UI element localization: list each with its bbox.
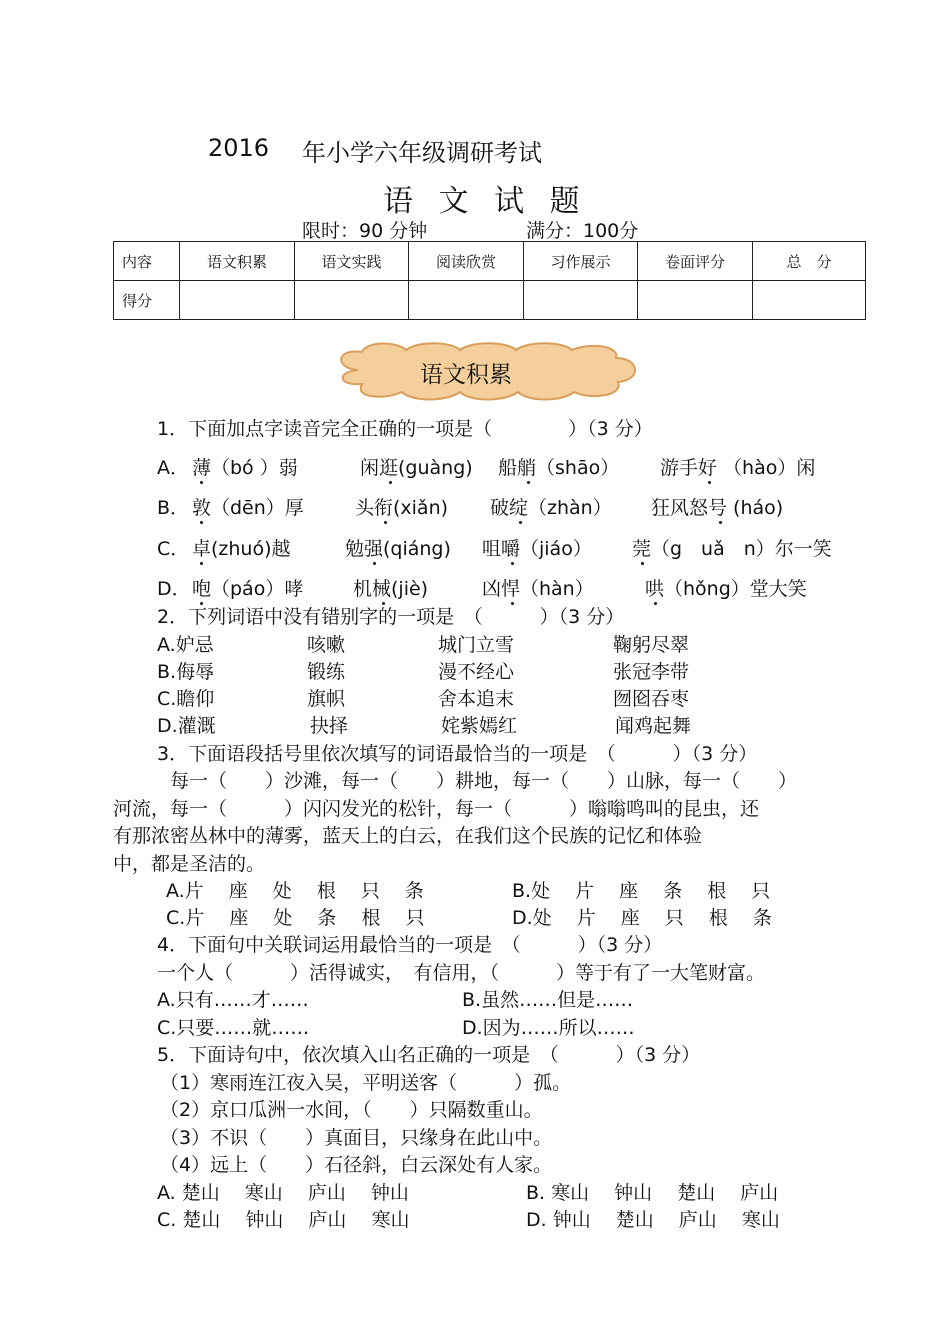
q1-option-d-2: 机械(jiè) (353, 578, 429, 600)
q1-option-d-1: 咆（páo）哮 (192, 578, 304, 600)
q1-option-d-3: 凶悍（hàn） (482, 578, 594, 600)
emphasis-dot (719, 521, 722, 524)
q3-option-d: D.处 片 座 只 根 条 (512, 907, 772, 929)
q1-stem: 1．下面加点字读音完全正确的一项是（ ）（3 分） (157, 418, 653, 440)
q2-option-a: A.妒忌 (157, 634, 214, 656)
q2-option-c: C.瞻仰 (157, 688, 215, 710)
q2-option-c: 旗帜 (307, 688, 346, 710)
emphasis-dot (708, 481, 711, 484)
q1-option-a-2: 闲逛(guàng) (360, 457, 473, 479)
score-row-label: 得分 (114, 281, 180, 320)
q1-option-b-1: 敦（dēn）厚 (192, 497, 304, 519)
score-header-cell: 阅读欣赏 (409, 242, 524, 281)
q5-poem-line: （4）远上（ ）石径斜，白云深处有人家。 (160, 1154, 553, 1176)
q4-option-b: B.虽然……但是…… (462, 989, 634, 1011)
q2-option-d: D.灌溉 (157, 715, 216, 737)
q2-option-c: 囫囵吞枣 (613, 688, 690, 710)
q2-option-d: 闻鸡起舞 (615, 715, 692, 737)
q1-option-d-4: 哄（hǒng）堂大笑 (645, 578, 807, 600)
time-limit: 限时：90 分钟 (302, 220, 428, 242)
score-cell[interactable] (295, 281, 409, 320)
q3-option-c: C.片 座 处 条 根 只 (166, 907, 425, 929)
q4-option-d: D.因为……所以…… (462, 1017, 635, 1039)
q2-option-b: 张冠李带 (613, 661, 690, 683)
q3-passage-line: 中，都是圣洁的。 (113, 853, 266, 875)
q1-option-c-1: 卓(zhuó)越 (192, 538, 291, 560)
q1-option-b-3: 破绽（zhàn） (490, 497, 612, 519)
q1-option-c-3: 咀嚼（jiáo） (482, 538, 592, 560)
emphasis-dot (382, 602, 385, 605)
exam-year: 2016 (208, 134, 270, 162)
score-cell[interactable] (753, 281, 866, 320)
score-header-cell: 卷面评分 (638, 242, 753, 281)
q2-option-a: 城门立雪 (438, 634, 515, 656)
q1-option-b-4: 狂风怒号 (háo) (651, 497, 784, 519)
score-header-cell: 语文积累 (180, 242, 295, 281)
q5-poem-line: （1）寒雨连江夜入吴，平明送客（ ）孤。 (160, 1072, 572, 1094)
emphasis-dot (389, 481, 392, 484)
q2-option-b: 锻练 (307, 661, 346, 683)
q3-option-a: A.片 座 处 根 只 条 (166, 880, 424, 902)
q1-option-d-label: D． (157, 578, 191, 600)
q2-option-a: 咳嗽 (307, 634, 346, 656)
emphasis-dot (200, 481, 203, 484)
q5-poem-line: （3）不识（ ）真面目，只缘身在此山中。 (160, 1127, 553, 1149)
emphasis-dot (641, 562, 644, 565)
q2-option-a: 鞠躬尽翠 (613, 634, 690, 656)
q1-option-a-3: 船艄（shāo） (498, 457, 620, 479)
q2-stem: 2．下列词语中没有错别字的一项是 （ ）（3 分） (157, 606, 625, 628)
emphasis-dot (654, 602, 657, 605)
emphasis-dot (200, 602, 203, 605)
q3-stem: 3．下面语段括号里依次填写的词语最恰当的一项是 （ ）（3 分） (157, 743, 758, 765)
emphasis-dot (200, 521, 203, 524)
q2-option-d: 姹紫嫣红 (441, 715, 518, 737)
q1-option-b-2: 头衔(xiǎn) (355, 497, 449, 519)
emphasis-dot (384, 521, 387, 524)
q5-option-a: A. 楚山 寒山 庐山 钟山 (157, 1182, 409, 1204)
subject-title: 语 文 试 题 (383, 184, 588, 219)
q5-stem: 5．下面诗句中，依次填入山名正确的一项是 （ ）（3 分） (157, 1044, 701, 1066)
q1-option-c-label: C． (157, 538, 190, 560)
q2-option-b: B.侮辱 (157, 661, 215, 683)
q3-passage-line: 河流，每一（ ）闪闪发光的松针，每一（ ）嗡嗡鸣叫的昆虫，还 (113, 798, 760, 820)
score-cell[interactable] (409, 281, 524, 320)
q5-option-d: D. 钟山 楚山 庐山 寒山 (526, 1209, 780, 1231)
emphasis-dot (200, 562, 203, 565)
score-cell[interactable] (524, 281, 638, 320)
q4-sentence: 一个人（ ）活得诚实， 有信用，（ ）等于有了一大笔财富。 (157, 962, 766, 984)
emphasis-dot (527, 481, 530, 484)
q2-option-d: 抉择 (310, 715, 349, 737)
q3-option-b: B.处 片 座 条 根 只 (512, 880, 771, 902)
score-header-cell: 总 分 (753, 242, 866, 281)
emphasis-dot (511, 562, 514, 565)
emphasis-dot (373, 562, 376, 565)
q5-option-c: C. 楚山 钟山 庐山 寒山 (157, 1209, 410, 1231)
q1-option-b-label: B． (157, 497, 190, 519)
emphasis-dot (511, 602, 514, 605)
score-header-cell: 语文实践 (295, 242, 409, 281)
score-table-score-row (114, 281, 866, 320)
q1-option-a-label: A． (157, 457, 189, 479)
q4-option-c: C.只要……就…… (157, 1017, 310, 1039)
q3-passage-line: 每一（ ）沙滩，每一（ ）耕地，每一（ ）山脉，每一（ ） (170, 770, 798, 792)
q1-option-a-4: 游手好 （hào）闲 (660, 457, 816, 479)
q1-a1-text: 薄（bó ）弱 (192, 457, 298, 479)
q1-option-c-4: 莞（g uǎ n）尔一笑 (632, 538, 832, 560)
emphasis-dot (519, 521, 522, 524)
q5-poem-line: （2）京口瓜洲一水间，（ ）只隔数重山。 (160, 1099, 543, 1121)
q2-option-b: 漫不经心 (438, 661, 515, 683)
exam-title: 年小学六年级调研考试 (302, 139, 542, 167)
full-score: 满分：100分 (526, 220, 639, 242)
q4-option-a: A.只有……才…… (157, 989, 309, 1011)
score-header-cell: 内容 (114, 242, 180, 281)
score-table (113, 241, 866, 320)
q1-option-a-1 (192, 457, 298, 479)
score-header-cell: 习作展示 (524, 242, 638, 281)
q4-stem: 4．下面句中关联词运用最恰当的一项是 （ ）（3 分） (157, 934, 663, 956)
q1-option-c-2: 勉强(qiáng) (345, 538, 451, 560)
score-table-header-row (114, 242, 866, 281)
q5-option-b: B. 寒山 钟山 楚山 庐山 (526, 1182, 779, 1204)
score-cell[interactable] (180, 281, 295, 320)
section-title: 语文积累 (420, 362, 512, 388)
score-cell[interactable] (638, 281, 753, 320)
q3-passage-line: 有那浓密丛林中的薄雾，蓝天上的白云，在我们这个民族的记忆和体验 (113, 825, 703, 847)
q2-option-c: 舍本追末 (438, 688, 515, 710)
